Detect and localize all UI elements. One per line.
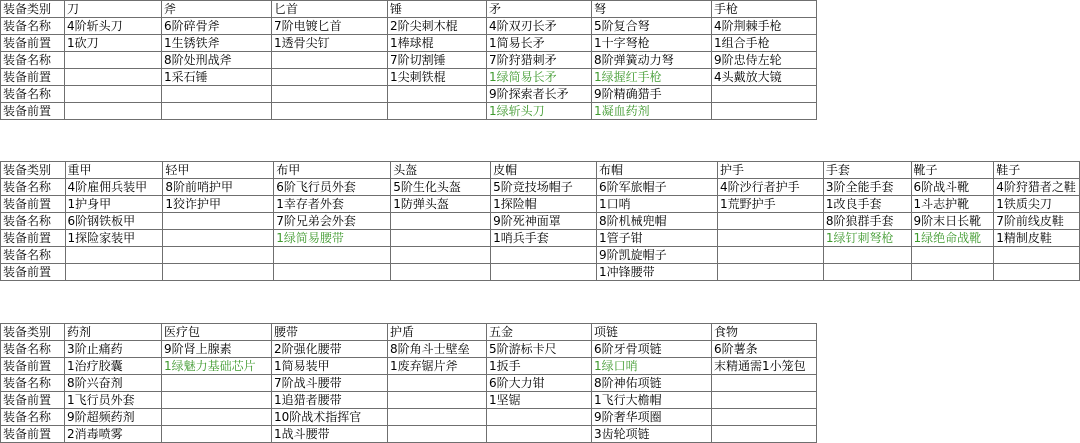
equipment-cell[interactable]: 6阶碎骨斧 bbox=[162, 18, 272, 35]
equipment-cell[interactable]: 1透骨尖钉 bbox=[272, 35, 388, 52]
equipment-cell[interactable]: 1幸存者外套 bbox=[274, 196, 391, 213]
category-cell[interactable]: 食物 bbox=[712, 324, 817, 341]
equipment-cell[interactable]: 3阶全能手套 bbox=[823, 179, 911, 196]
equipment-cell[interactable]: 5阶竞技场帽子 bbox=[491, 179, 597, 196]
category-cell[interactable]: 弩 bbox=[592, 1, 712, 18]
category-cell[interactable]: 头盔 bbox=[391, 162, 491, 179]
equipment-cell[interactable]: 9阶奢华项圈 bbox=[592, 409, 712, 426]
equipment-cell[interactable]: 1战斗腰带 bbox=[272, 426, 388, 443]
equipment-cell[interactable] bbox=[163, 213, 274, 230]
equipment-cell[interactable] bbox=[388, 409, 487, 426]
equipment-cell[interactable] bbox=[911, 264, 994, 281]
equipment-cell[interactable] bbox=[823, 264, 911, 281]
row-label-cell[interactable]: 装备名称 bbox=[1, 18, 65, 35]
equipment-cell[interactable] bbox=[717, 230, 823, 247]
equipment-cell[interactable]: 末精通需1小笼包 bbox=[712, 358, 817, 375]
equipment-cell[interactable] bbox=[391, 264, 491, 281]
equipment-cell[interactable] bbox=[272, 103, 388, 120]
equipment-cell[interactable]: 8阶兴奋剂 bbox=[65, 375, 162, 392]
equipment-cell[interactable] bbox=[162, 409, 272, 426]
equipment-cell[interactable]: 1扳手 bbox=[487, 358, 592, 375]
equipment-cell[interactable]: 1改良手套 bbox=[823, 196, 911, 213]
category-cell[interactable]: 护盾 bbox=[388, 324, 487, 341]
equipment-cell[interactable] bbox=[388, 375, 487, 392]
equipment-cell[interactable]: 1飞行大檐帽 bbox=[592, 392, 712, 409]
row-label-cell[interactable]: 装备名称 bbox=[1, 52, 65, 69]
equipment-cell[interactable]: 6阶军旅帽子 bbox=[596, 179, 717, 196]
equipment-cell[interactable]: 1绿魅力基础芯片 bbox=[162, 358, 272, 375]
category-cell[interactable]: 重甲 bbox=[65, 162, 163, 179]
equipment-cell[interactable] bbox=[274, 264, 391, 281]
equipment-row bbox=[1, 247, 1080, 264]
row-label-cell[interactable]: 装备名称 bbox=[1, 213, 66, 230]
equipment-cell[interactable] bbox=[163, 264, 274, 281]
equipment-cell[interactable]: 2阶强化腰带 bbox=[272, 341, 388, 358]
equipment-cell[interactable] bbox=[162, 86, 272, 103]
equipment-row bbox=[1, 69, 817, 86]
equipment-table-weapons bbox=[0, 0, 817, 120]
category-cell[interactable]: 斧 bbox=[162, 1, 272, 18]
equipment-cell[interactable]: 6阶钢铁板甲 bbox=[65, 213, 163, 230]
equipment-cell[interactable]: 1坚锯 bbox=[487, 392, 592, 409]
equipment-row bbox=[1, 18, 817, 35]
equipment-cell[interactable]: 1斗志护靴 bbox=[911, 196, 994, 213]
category-cell[interactable]: 腰带 bbox=[272, 324, 388, 341]
equipment-cell[interactable] bbox=[162, 103, 272, 120]
equipment-cell[interactable]: 9阶死神面罩 bbox=[491, 213, 597, 230]
equipment-cell[interactable] bbox=[712, 392, 817, 409]
equipment-row bbox=[1, 341, 817, 358]
row-label-cell[interactable]: 装备前置 bbox=[1, 103, 65, 120]
equipment-cell[interactable]: 7阶前线皮鞋 bbox=[994, 213, 1080, 230]
row-label-cell[interactable]: 装备前置 bbox=[1, 69, 65, 86]
equipment-cell[interactable]: 9阶忠侍左轮 bbox=[712, 52, 817, 69]
row-label-cell[interactable]: 装备名称 bbox=[1, 341, 65, 358]
equipment-cell[interactable]: 6阶大力钳 bbox=[487, 375, 592, 392]
equipment-cell[interactable] bbox=[65, 103, 162, 120]
equipment-cell[interactable]: 1飞行员外套 bbox=[65, 392, 162, 409]
equipment-cell[interactable]: 1采石锤 bbox=[162, 69, 272, 86]
equipment-table-armor bbox=[0, 161, 1080, 281]
equipment-cell[interactable]: 1探险帽 bbox=[491, 196, 597, 213]
equipment-row bbox=[1, 196, 1080, 213]
category-cell[interactable]: 布甲 bbox=[274, 162, 391, 179]
equipment-cell[interactable] bbox=[712, 375, 817, 392]
equipment-cell[interactable] bbox=[65, 52, 162, 69]
equipment-cell[interactable]: 7阶兄弟会外套 bbox=[274, 213, 391, 230]
equipment-cell[interactable] bbox=[388, 86, 487, 103]
equipment-cell[interactable] bbox=[65, 264, 163, 281]
row-label-cell[interactable]: 装备前置 bbox=[1, 264, 66, 281]
row-label-cell[interactable]: 装备前置 bbox=[1, 230, 66, 247]
equipment-row bbox=[1, 409, 817, 426]
equipment-cell[interactable]: 1护身甲 bbox=[65, 196, 163, 213]
equipment-cell[interactable] bbox=[272, 69, 388, 86]
equipment-cell[interactable] bbox=[272, 86, 388, 103]
equipment-row bbox=[1, 179, 1080, 196]
equipment-cell[interactable] bbox=[274, 247, 391, 264]
equipment-cell[interactable] bbox=[823, 247, 911, 264]
equipment-cell[interactable]: 1口哨 bbox=[596, 196, 717, 213]
equipment-cell[interactable]: 1砍刀 bbox=[65, 35, 162, 52]
category-cell[interactable]: 锤 bbox=[388, 1, 487, 18]
equipment-cell[interactable] bbox=[162, 375, 272, 392]
equipment-cell[interactable] bbox=[391, 247, 491, 264]
equipment-cell[interactable]: 4阶沙行者护手 bbox=[717, 179, 823, 196]
equipment-cell[interactable]: 6阶战斗靴 bbox=[911, 179, 994, 196]
equipment-cell[interactable]: 1狡诈护甲 bbox=[163, 196, 274, 213]
equipment-row bbox=[1, 86, 817, 103]
row-label-cell[interactable]: 装备前置 bbox=[1, 358, 65, 375]
equipment-cell[interactable]: 1棒球棍 bbox=[388, 35, 487, 52]
category-cell[interactable]: 皮帽 bbox=[491, 162, 597, 179]
equipment-cell[interactable] bbox=[712, 409, 817, 426]
equipment-cell[interactable] bbox=[712, 103, 817, 120]
equipment-row bbox=[1, 213, 1080, 230]
equipment-cell[interactable]: 9阶超频药剂 bbox=[65, 409, 162, 426]
row-label-cell[interactable]: 装备前置 bbox=[1, 426, 65, 443]
category-cell[interactable]: 匕首 bbox=[272, 1, 388, 18]
equipment-cell[interactable]: 2消毒喷雾 bbox=[65, 426, 162, 443]
equipment-row bbox=[1, 375, 817, 392]
row-label-cell[interactable]: 装备类别 bbox=[1, 324, 65, 341]
equipment-cell[interactable] bbox=[163, 247, 274, 264]
equipment-cell[interactable] bbox=[717, 247, 823, 264]
equipment-cell[interactable]: 3阶止痛药 bbox=[65, 341, 162, 358]
equipment-cell[interactable]: 1精制皮鞋 bbox=[994, 230, 1080, 247]
equipment-cell[interactable]: 7阶战斗腰带 bbox=[272, 375, 388, 392]
equipment-cell[interactable] bbox=[163, 230, 274, 247]
equipment-cell[interactable]: 3齿轮项链 bbox=[592, 426, 712, 443]
equipment-cell[interactable]: 1冲锋腰带 bbox=[596, 264, 717, 281]
equipment-cell[interactable]: 1管子钳 bbox=[596, 230, 717, 247]
equipment-table-consumables bbox=[0, 323, 817, 443]
category-cell[interactable]: 手枪 bbox=[712, 1, 817, 18]
equipment-cell[interactable] bbox=[388, 103, 487, 120]
category-cell[interactable]: 布帽 bbox=[596, 162, 717, 179]
equipment-cell[interactable] bbox=[391, 213, 491, 230]
equipment-cell[interactable] bbox=[717, 213, 823, 230]
equipment-cell[interactable]: 7阶狩猎刺矛 bbox=[487, 52, 592, 69]
equipment-cell[interactable]: 4阶双刃长矛 bbox=[487, 18, 592, 35]
category-cell[interactable]: 药剂 bbox=[65, 324, 162, 341]
equipment-cell[interactable] bbox=[712, 86, 817, 103]
equipment-cell[interactable]: 4阶雇佣兵装甲 bbox=[65, 179, 163, 196]
equipment-cell[interactable]: 1绿简易长矛 bbox=[487, 69, 592, 86]
row-label-cell[interactable]: 装备名称 bbox=[1, 375, 65, 392]
equipment-cell[interactable]: 8阶前哨护甲 bbox=[163, 179, 274, 196]
equipment-cell[interactable]: 1尖刺铁棍 bbox=[388, 69, 487, 86]
equipment-cell[interactable]: 10阶战术指挥官 bbox=[272, 409, 388, 426]
category-cell[interactable]: 矛 bbox=[487, 1, 592, 18]
equipment-cell[interactable] bbox=[491, 264, 597, 281]
equipment-row bbox=[1, 103, 817, 120]
equipment-cell[interactable]: 5阶游标卡尺 bbox=[487, 341, 592, 358]
equipment-cell[interactable]: 8阶处刑战斧 bbox=[162, 52, 272, 69]
equipment-cell[interactable]: 1生锈铁斧 bbox=[162, 35, 272, 52]
equipment-cell[interactable]: 1废弃锯片斧 bbox=[388, 358, 487, 375]
category-cell[interactable]: 项链 bbox=[592, 324, 712, 341]
equipment-cell[interactable] bbox=[388, 392, 487, 409]
category-cell[interactable]: 轻甲 bbox=[163, 162, 274, 179]
row-label-cell[interactable]: 装备前置 bbox=[1, 196, 66, 213]
equipment-cell[interactable]: 8阶狼群手套 bbox=[823, 213, 911, 230]
equipment-cell[interactable]: 1绿绝命战靴 bbox=[911, 230, 994, 247]
equipment-cell[interactable] bbox=[487, 409, 592, 426]
row-label-cell[interactable]: 装备类别 bbox=[1, 1, 65, 18]
category-cell[interactable]: 五金 bbox=[487, 324, 592, 341]
row-label-cell[interactable]: 装备前置 bbox=[1, 392, 65, 409]
category-header-row bbox=[1, 324, 817, 341]
equipment-cell[interactable]: 1绿握红手枪 bbox=[592, 69, 712, 86]
category-cell[interactable]: 手套 bbox=[823, 162, 911, 179]
equipment-cell[interactable]: 1防弹头盔 bbox=[391, 196, 491, 213]
equipment-cell[interactable]: 8阶弹簧动力弩 bbox=[592, 52, 712, 69]
row-label-cell[interactable]: 装备名称 bbox=[1, 247, 66, 264]
equipment-cell[interactable]: 1探险家装甲 bbox=[65, 230, 163, 247]
equipment-cell[interactable]: 1组合手枪 bbox=[712, 35, 817, 52]
row-label-cell[interactable]: 装备类别 bbox=[1, 162, 66, 179]
equipment-cell[interactable]: 1凝血药剂 bbox=[592, 103, 712, 120]
category-header-row bbox=[1, 162, 1080, 179]
equipment-cell[interactable]: 4阶斩头刀 bbox=[65, 18, 162, 35]
equipment-cell[interactable] bbox=[65, 247, 163, 264]
equipment-cell[interactable] bbox=[491, 247, 597, 264]
equipment-cell[interactable]: 1荒野护手 bbox=[717, 196, 823, 213]
equipment-cell[interactable] bbox=[994, 264, 1080, 281]
equipment-cell[interactable]: 1绿口哨 bbox=[592, 358, 712, 375]
equipment-cell[interactable]: 6阶薯条 bbox=[712, 341, 817, 358]
equipment-cell[interactable]: 7阶电镀匕首 bbox=[272, 18, 388, 35]
equipment-cell[interactable]: 1简易装甲 bbox=[272, 358, 388, 375]
equipment-row bbox=[1, 392, 817, 409]
equipment-cell[interactable]: 9阶精确猎手 bbox=[592, 86, 712, 103]
equipment-cell[interactable]: 1绿斩头刀 bbox=[487, 103, 592, 120]
row-label-cell[interactable]: 装备名称 bbox=[1, 179, 66, 196]
equipment-row bbox=[1, 230, 1080, 247]
equipment-cell[interactable]: 8阶机械兜帽 bbox=[596, 213, 717, 230]
equipment-cell[interactable]: 4阶荆棘手枪 bbox=[712, 18, 817, 35]
equipment-cell[interactable]: 1治疗胶囊 bbox=[65, 358, 162, 375]
row-label-cell[interactable]: 装备前置 bbox=[1, 35, 65, 52]
equipment-cell[interactable]: 9阶探索者长矛 bbox=[487, 86, 592, 103]
equipment-cell[interactable]: 1追猎者腰带 bbox=[272, 392, 388, 409]
category-header-row bbox=[1, 1, 817, 18]
equipment-cell[interactable] bbox=[717, 264, 823, 281]
equipment-cell[interactable]: 1哨兵手套 bbox=[491, 230, 597, 247]
category-cell[interactable]: 鞋子 bbox=[994, 162, 1080, 179]
equipment-cell[interactable] bbox=[272, 52, 388, 69]
equipment-row bbox=[1, 52, 817, 69]
equipment-cell[interactable]: 6阶牙骨项链 bbox=[592, 341, 712, 358]
equipment-cell[interactable]: 5阶生化头盔 bbox=[391, 179, 491, 196]
equipment-cell[interactable]: 9阶末日长靴 bbox=[911, 213, 994, 230]
equipment-cell[interactable]: 5阶复合弩 bbox=[592, 18, 712, 35]
category-cell[interactable]: 医疗包 bbox=[162, 324, 272, 341]
equipment-cell[interactable]: 1绿简易腰带 bbox=[274, 230, 391, 247]
equipment-cell[interactable] bbox=[65, 86, 162, 103]
equipment-row bbox=[1, 35, 817, 52]
equipment-cell[interactable]: 4阶狩猎者之鞋 bbox=[994, 179, 1080, 196]
equipment-cell[interactable]: 1绿钉刺弩枪 bbox=[823, 230, 911, 247]
equipment-cell[interactable] bbox=[65, 69, 162, 86]
category-cell[interactable]: 护手 bbox=[717, 162, 823, 179]
equipment-cell[interactable]: 9阶肾上腺素 bbox=[162, 341, 272, 358]
equipment-row bbox=[1, 264, 1080, 281]
equipment-cell[interactable]: 4头戴放大镜 bbox=[712, 69, 817, 86]
equipment-cell[interactable]: 1十字弩枪 bbox=[592, 35, 712, 52]
equipment-cell[interactable]: 8阶角斗士壁垒 bbox=[388, 341, 487, 358]
equipment-cell[interactable]: 8阶神佑项链 bbox=[592, 375, 712, 392]
equipment-cell[interactable]: 9阶凯旋帽子 bbox=[596, 247, 717, 264]
equipment-cell[interactable] bbox=[162, 392, 272, 409]
equipment-cell[interactable]: 2阶尖刺木棍 bbox=[388, 18, 487, 35]
equipment-cell[interactable]: 1铁质尖刀 bbox=[994, 196, 1080, 213]
category-cell[interactable]: 刀 bbox=[65, 1, 162, 18]
equipment-cell[interactable]: 7阶切割锤 bbox=[388, 52, 487, 69]
category-cell[interactable]: 靴子 bbox=[911, 162, 994, 179]
equipment-cell[interactable]: 1简易长矛 bbox=[487, 35, 592, 52]
row-label-cell[interactable]: 装备名称 bbox=[1, 86, 65, 103]
equipment-row bbox=[1, 358, 817, 375]
equipment-cell[interactable] bbox=[994, 247, 1080, 264]
equipment-cell[interactable]: 6阶飞行员外套 bbox=[274, 179, 391, 196]
equipment-cell[interactable] bbox=[391, 230, 491, 247]
row-label-cell[interactable]: 装备名称 bbox=[1, 409, 65, 426]
equipment-cell[interactable] bbox=[911, 247, 994, 264]
